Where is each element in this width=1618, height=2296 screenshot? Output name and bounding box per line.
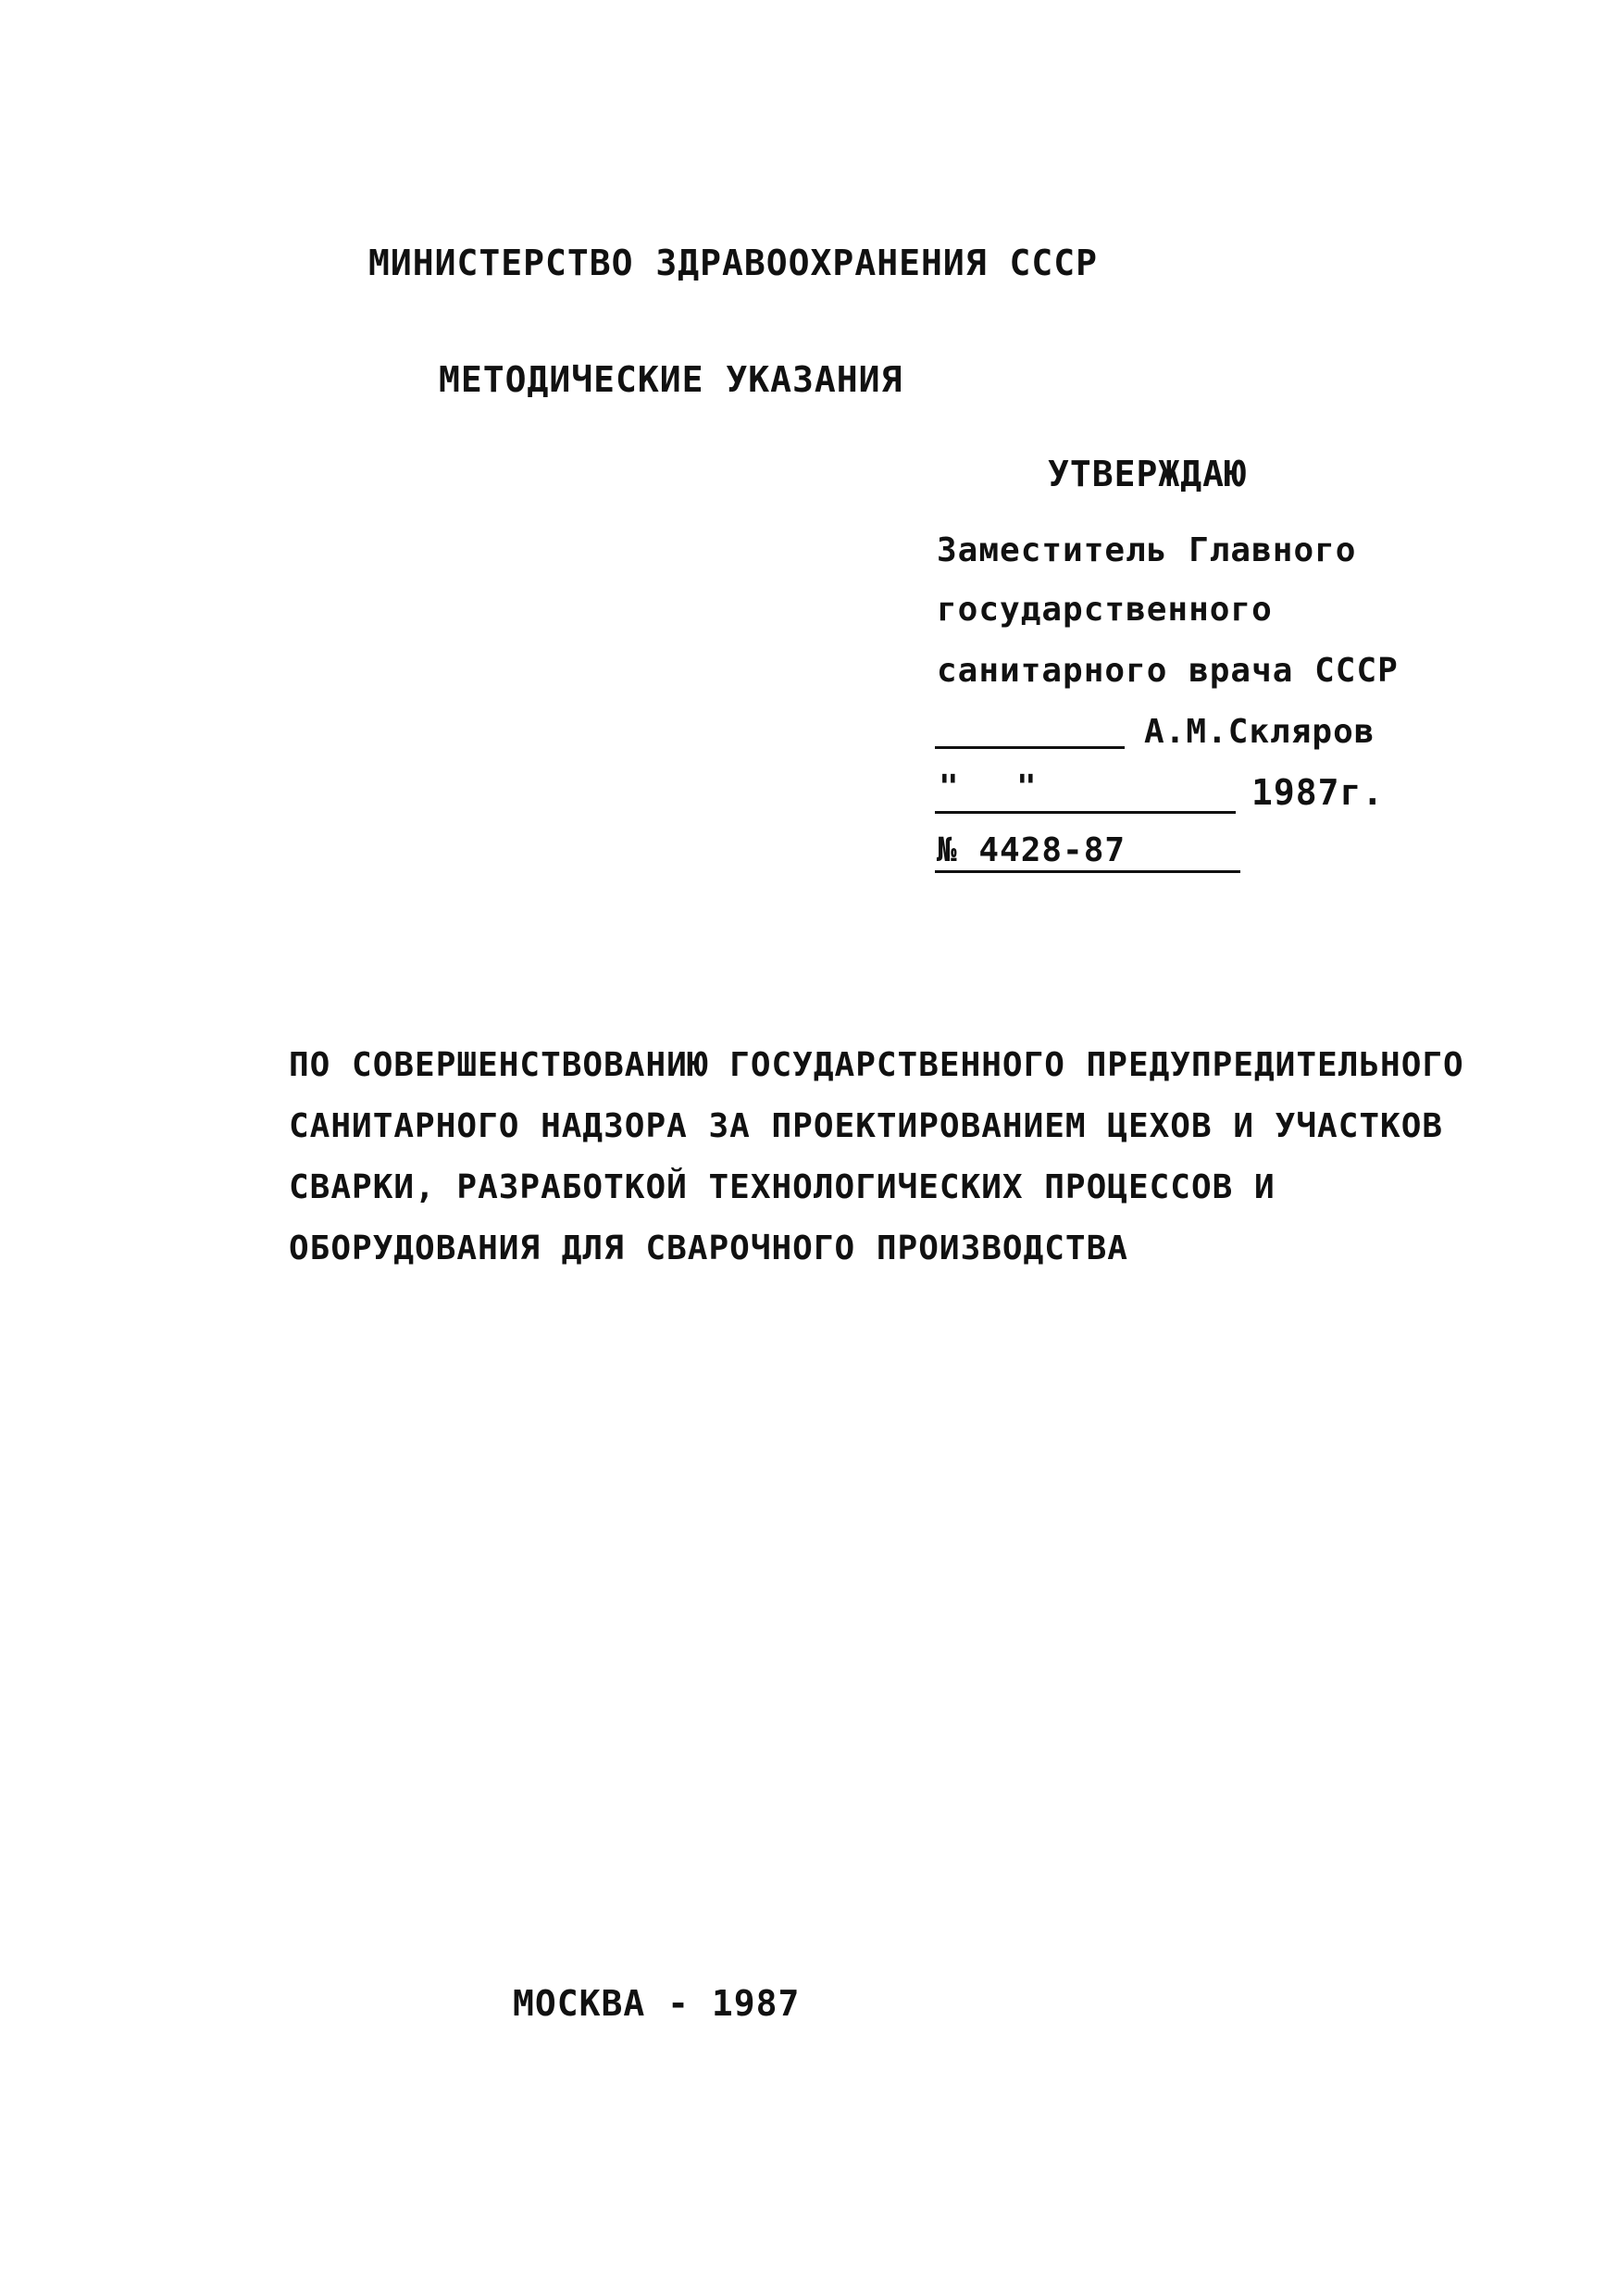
approver-title-line-2: государственного — [937, 591, 1273, 629]
date-quote-open: " — [939, 768, 960, 806]
approval-year: 1987г. — [1251, 772, 1385, 813]
date-line — [935, 811, 1236, 814]
title-line-4: ОБОРУДОВАНИЯ ДЛЯ СВАРОЧНОГО ПРОИЗВОДСТВА — [289, 1229, 1128, 1267]
title-line-1: ПО СОВЕРШЕНСТВОВАНИЮ ГОСУДАРСТВЕННОГО ПРЕДУПРЕДИТЕЛЬНОГО — [289, 1046, 1464, 1084]
title-line-2: САНИТАРНОГО НАДЗОРА ЗА ПРОЕКТИРОВАНИЕМ ЦЕХОВ И УЧАСТКОВ — [289, 1107, 1444, 1145]
approver-title-line-1: Заместитель Главного — [937, 531, 1357, 569]
place-and-year: МОСКВА - 1987 — [513, 1983, 801, 2024]
ministry-heading: МИНИСТЕРСТВО ЗДРАВООХРАНЕНИЯ СССР — [368, 243, 1098, 283]
document-number: № 4428-87 — [937, 831, 1126, 869]
title-line-3: СВАРКИ, РАЗРАБОТКОЙ ТЕХНОЛОГИЧЕСКИХ ПРОЦЕССОВ И — [289, 1168, 1276, 1206]
date-quote-close: " — [1016, 768, 1038, 806]
approval-heading: УТВЕРЖДАЮ — [1048, 454, 1247, 494]
number-line — [935, 870, 1240, 873]
signature-line — [935, 746, 1125, 749]
approver-title-line-3: санитарного врача СССР — [937, 652, 1399, 690]
document-type: МЕТОДИЧЕСКИЕ УКАЗАНИЯ — [439, 359, 903, 400]
signer-name: А.М.Скляров — [1144, 713, 1375, 751]
